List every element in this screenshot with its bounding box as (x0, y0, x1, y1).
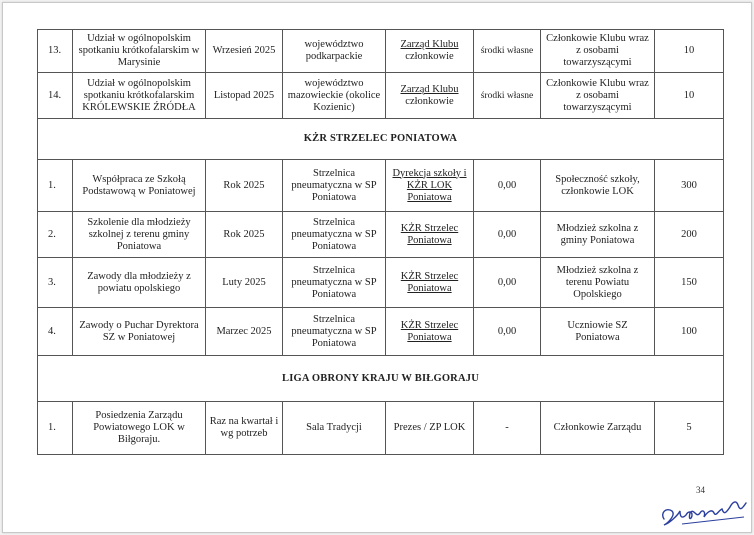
cell-organizer (386, 258, 474, 308)
cell-date: Luty 2025 (206, 258, 283, 308)
table-row (38, 212, 724, 258)
cell-place: Strzelnica pneumatyczna w SP Poniatowa (283, 308, 386, 356)
cell-name: Zawody dla młodzieży z powiatu opolskiego (73, 258, 206, 308)
cell-participants: Członkowie Klubu wraz z osobami towarzyszącymi (541, 73, 655, 119)
cell-organizer (386, 308, 474, 356)
organizer-text: KŻR Strzelec Poniatowa (400, 319, 459, 343)
cell-funding: 0,00 (474, 160, 541, 212)
cell-funding: - (474, 402, 541, 455)
cell-participants: Członkowie Zarządu (541, 402, 655, 455)
cell-participants: Uczniowie SZ Poniatowa (541, 308, 655, 356)
signature-icon (658, 489, 750, 529)
organizer-text: KŻR Strzelec Poniatowa (400, 222, 459, 246)
cell-name: Posiedzenia Zarządu Powiatowego LOK w Biłgoraju. (73, 402, 206, 455)
page-number: 34 (696, 485, 705, 495)
cell-count: 5 (655, 402, 724, 455)
cell-organizer (386, 212, 474, 258)
cell-place: Strzelnica pneumatyczna w SP Poniatowa (283, 212, 386, 258)
cell-date: Rok 2025 (206, 212, 283, 258)
cell-name: Udział w ogólnopolskim spotkaniu krótkofalarskim w Marysinie (73, 30, 206, 73)
cell-count: 200 (655, 212, 724, 258)
cell-name: Szkolenie dla młodzieży szkolnej z terenu gminy Poniatowa (73, 212, 206, 258)
table-row (38, 30, 724, 73)
cell-funding: 0,00 (474, 308, 541, 356)
cell-funding: 0,00 (474, 212, 541, 258)
section-row (38, 119, 724, 160)
cell-place: województwo podkarpackie (283, 30, 386, 73)
cell-no: 4. (38, 308, 73, 356)
cell-name: Współpraca ze Szkołą Podstawową w Poniatowej (73, 160, 206, 212)
cell-no: 1. (38, 402, 73, 455)
cell-participants: Członkowie Klubu wraz z osobami towarzyszącymi (541, 30, 655, 73)
document-page (2, 2, 752, 533)
cell-count: 10 (655, 73, 724, 119)
cell-date: Rok 2025 (206, 160, 283, 212)
cell-no: 14. (38, 73, 73, 119)
cell-no: 13. (38, 30, 73, 73)
organizer-text: Zarząd Klubu (400, 39, 459, 50)
cell-name: Zawody o Puchar Dyrektora SZ w Poniatowej (73, 308, 206, 356)
table-row (38, 73, 724, 119)
cell-date: Marzec 2025 (206, 308, 283, 356)
cell-place: Strzelnica pneumatyczna w SP Poniatowa (283, 160, 386, 212)
cell-date: Raz na kwartał i wg potrzeb (206, 402, 283, 455)
cell-count: 300 (655, 160, 724, 212)
cell-place: Strzelnica pneumatyczna w SP Poniatowa (283, 258, 386, 308)
table-row (38, 308, 724, 356)
cell-no: 2. (38, 212, 73, 258)
section-title-lok: LIGA OBRONY KRAJU W BIŁGORAJU (38, 356, 724, 402)
cell-date: Wrzesień 2025 (206, 30, 283, 73)
cell-funding: środki własne (474, 30, 541, 73)
cell-count: 150 (655, 258, 724, 308)
organizer-text: Zarząd Klubu (400, 83, 459, 95)
cell-count: 10 (655, 30, 724, 73)
cell-no: 3. (38, 258, 73, 308)
cell-participants: Młodzież szkolna z terenu Powiatu Opolskiego (541, 258, 655, 308)
cell-organizer (386, 73, 474, 119)
cell-place: Sala Tradycji (283, 402, 386, 455)
cell-funding: 0,00 (474, 258, 541, 308)
cell-date: Listopad 2025 (206, 73, 283, 119)
events-table (37, 29, 724, 455)
organizer-extra: członkowie (405, 51, 454, 62)
section-title-kzr: KŻR STRZELEC PONIATOWA (38, 119, 724, 160)
table-row (38, 402, 724, 455)
cell-organizer (386, 160, 474, 212)
cell-participants: Młodzież szkolna z gminy Poniatowa (541, 212, 655, 258)
organizer-text: Prezes / ZP LOK (393, 422, 466, 433)
cell-no: 1. (38, 160, 73, 212)
cell-funding: środki własne (474, 73, 541, 119)
cell-name: Udział w ogólnopolskim spotkaniu krótkofalarskim KRÓLEWSKIE ŹRÓDŁA (73, 73, 206, 119)
cell-organizer (386, 30, 474, 73)
cell-organizer (386, 402, 474, 455)
table-row (38, 258, 724, 308)
organizer-text: Dyrekcja szkoły i KŻR LOK Poniatowa (392, 167, 467, 203)
organizer-text: KŻR Strzelec Poniatowa (400, 270, 459, 294)
table-row (38, 160, 724, 212)
section-row (38, 356, 724, 402)
cell-count: 100 (655, 308, 724, 356)
organizer-extra: członkowie (405, 95, 454, 107)
cell-participants: Społeczność szkoły, członkowie LOK (541, 160, 655, 212)
cell-place: województwo mazowieckie (okolice Kozienic) (283, 73, 386, 119)
